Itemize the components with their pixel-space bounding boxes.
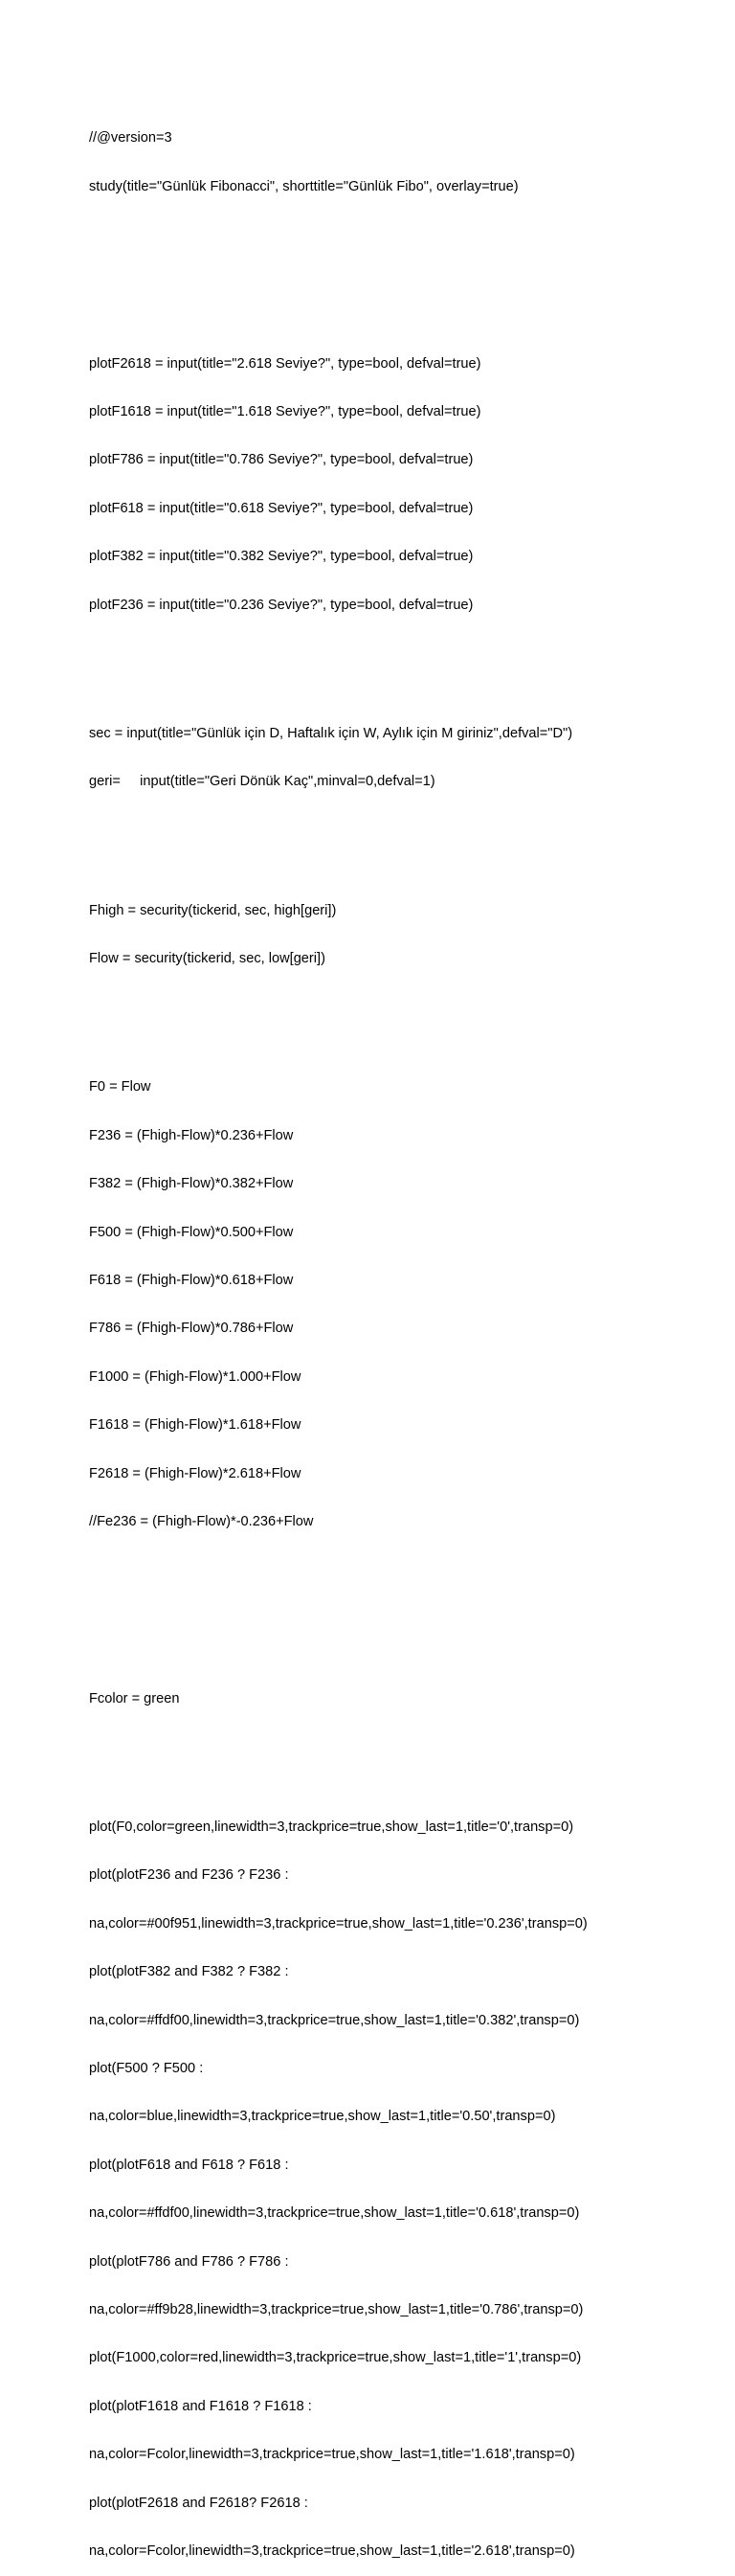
code-line: //Fe236 = (Fhigh-Flow)*-0.236+Flow <box>89 1513 314 1529</box>
code-line: plotF1618 = input(title="1.618 Seviye?", type=bool, defval=true) <box>89 403 481 419</box>
blank-line <box>89 999 721 1015</box>
blank-line <box>89 1562 721 1578</box>
blank-line <box>89 645 721 662</box>
code-line: study(title="Günlük Fibonacci", shorttitle="Günlük Fibo", overlay=true) <box>89 178 519 194</box>
blank-line <box>89 823 721 839</box>
blank-line <box>89 276 721 292</box>
code-line: plot(plotF786 and F786 ? F786 : <box>89 2253 289 2270</box>
code-line: plotF618 = input(title="0.618 Seviye?", type=bool, defval=true) <box>89 500 474 516</box>
code-line: na,color=#ffdf00,linewidth=3,trackprice=true,show_last=1,title='0.618',transp=0) <box>89 2205 580 2222</box>
code-line: plot(plotF236 and F236 ? F236 : <box>89 1867 289 1884</box>
blank-line <box>89 227 721 243</box>
code-line: //@version=3 <box>89 130 172 147</box>
code-line: na,color=Fcolor,linewidth=3,trackprice=true,show_last=1,title='2.618',transp=0) <box>89 2542 575 2559</box>
code-line: plot(F500 ? F500 : <box>89 2061 204 2077</box>
code-line: Fhigh = security(tickerid, sec, high[geri]) <box>89 902 337 918</box>
code-document <box>89 82 721 2576</box>
code-line: na,color=#ffdf00,linewidth=3,trackprice=true,show_last=1,title='0.382',transp=0) <box>89 2012 580 2028</box>
code-line: plotF786 = input(title="0.786 Seviye?", type=bool, defval=true) <box>89 452 474 468</box>
code-line: F2618 = (Fhigh-Flow)*2.618+Flow <box>89 1465 301 1481</box>
code-line: F382 = (Fhigh-Flow)*0.382+Flow <box>89 1176 294 1192</box>
code-line: plot(plotF2618 and F2618? F2618 : <box>89 2495 308 2511</box>
code-line: plotF236 = input(title="0.236 Seviye?", type=bool, defval=true) <box>89 597 474 613</box>
code-line: plotF382 = input(title="0.382 Seviye?", type=bool, defval=true) <box>89 549 474 565</box>
code-line: F786 = (Fhigh-Flow)*0.786+Flow <box>89 1321 294 1337</box>
code-line: Fcolor = green <box>89 1690 180 1706</box>
code-line: F1618 = (Fhigh-Flow)*1.618+Flow <box>89 1417 301 1434</box>
code-line: F618 = (Fhigh-Flow)*0.618+Flow <box>89 1272 294 1288</box>
code-line: F500 = (Fhigh-Flow)*0.500+Flow <box>89 1224 294 1240</box>
code-line: plot(F0,color=green,linewidth=3,trackprice=true,show_last=1,title='0',transp=0) <box>89 1819 574 1836</box>
code-line: na,color=Fcolor,linewidth=3,trackprice=true,show_last=1,title='1.618',transp=0) <box>89 2447 575 2463</box>
code-line: F0 = Flow <box>89 1079 151 1096</box>
code-line: plot(F1000,color=red,linewidth=3,trackprice=true,show_last=1,title='1',transp=0) <box>89 2350 582 2366</box>
code-line: geri= input(title="Geri Dönük Kaç",minval=0,defval=1) <box>89 774 435 790</box>
code-line: plot(plotF618 and F618 ? F618 : <box>89 2157 289 2173</box>
code-line: plot(plotF1618 and F1618 ? F1618 : <box>89 2398 312 2414</box>
code-line: F1000 = (Fhigh-Flow)*1.000+Flow <box>89 1368 301 1385</box>
code-line: na,color=#00f951,linewidth=3,trackprice=true,show_last=1,title='0.236',transp=0) <box>89 1915 588 1932</box>
code-line: na,color=#ff9b28,linewidth=3,trackprice=true,show_last=1,title='0.786',transp=0) <box>89 2301 584 2317</box>
blank-line <box>89 1611 721 1627</box>
code-line: plotF2618 = input(title="2.618 Seviye?", type=bool, defval=true) <box>89 355 481 372</box>
code-line: sec = input(title="Günlük için D, Haftalık için W, Aylık için M giriniz",defval="D") <box>89 725 573 741</box>
code-line: F236 = (Fhigh-Flow)*0.236+Flow <box>89 1127 294 1143</box>
code-line: Flow = security(tickerid, sec, low[geri]) <box>89 951 325 967</box>
blank-line <box>89 1739 721 1755</box>
code-line: plot(plotF382 and F382 ? F382 : <box>89 1964 289 1980</box>
code-line: na,color=blue,linewidth=3,trackprice=true,show_last=1,title='0.50',transp=0) <box>89 2109 556 2125</box>
